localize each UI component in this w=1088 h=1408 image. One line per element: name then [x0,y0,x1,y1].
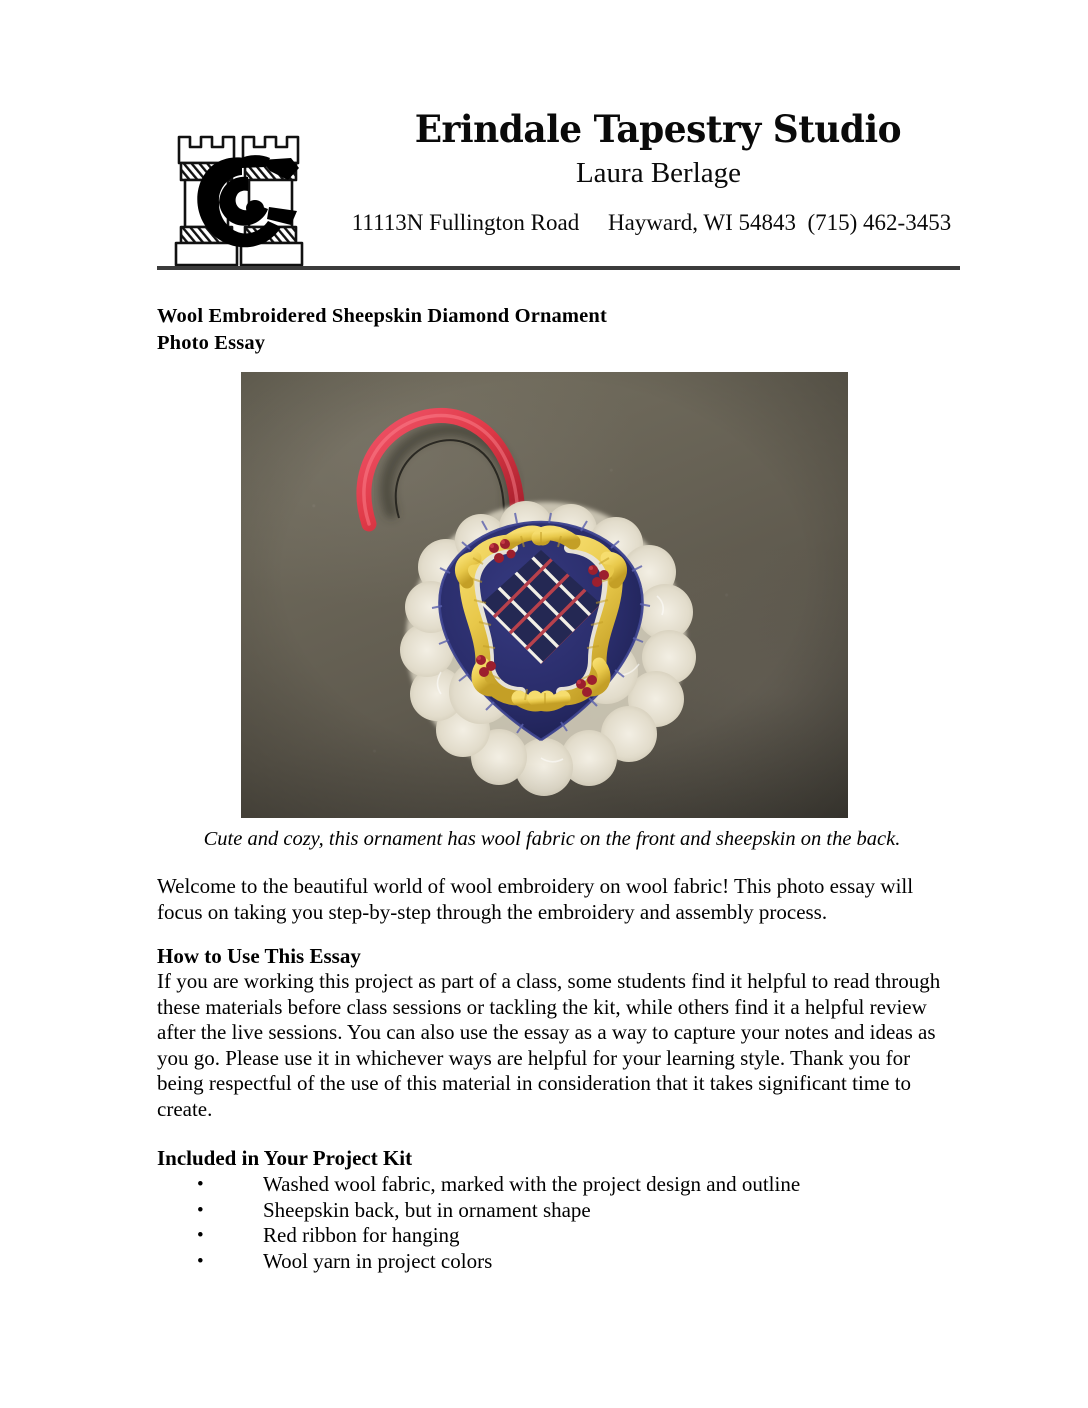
intro-paragraph: Welcome to the beautiful world of wool embroidery on wool fabric! This photo essay will focus on taking you step-by-step through the embroidery and assembly process. [157,874,914,924]
project-kit-list [157,1172,947,1274]
bullet-icon: • [197,1225,204,1246]
photo-background [241,372,848,818]
erindale-castle-towers-monogram-logo-icon [165,115,313,267]
studio-name: Erindale Tapestry Studio [414,107,902,151]
letterhead-text-block [317,107,960,237]
ornament-photograph [241,372,848,818]
list-item [157,1172,947,1198]
list-item-label: Wool yarn in project colors [263,1248,493,1273]
how-to-use-heading: How to Use This Essay [157,944,361,968]
list-item-label: Red ribbon for hanging [263,1223,460,1247]
document-title-line-1: Wool Embroidered Sheepskin Diamond Ornament [157,305,607,327]
list-item-label: Sheepskin back, but in ornament shape [263,1197,591,1222]
ornament-illustration [241,372,848,818]
owner-name: Laura Berlage [575,156,742,189]
list-item [157,1249,947,1275]
document-title-line-2: Photo Essay [157,332,266,355]
list-item [157,1198,947,1224]
bullet-icon: • [197,1199,204,1221]
project-kit-heading: Included in Your Project Kit [157,1146,413,1170]
bullet-icon: • [197,1250,204,1272]
contact-address-line: 11113N Fullington Road Hayward, WI 54843 (715) 462-3453 [351,210,952,236]
header-divider-rule [157,266,960,270]
document-title-block [157,303,947,358]
letterhead [157,107,960,270]
list-item [157,1223,947,1249]
bullet-icon: • [197,1174,204,1195]
photo-caption: Cute and cozy, this ornament has wool fabric on the front and sheepskin on the back. [203,828,901,850]
list-item-label: Washed wool fabric, marked with the project design and outline [263,1172,801,1196]
how-to-use-paragraph: If you are working this project as part of a class, some students find it helpful to read through these materials before class sessions or tackling the kit, while others find it a helpful review after the live sessions. You can also use the essay as a way to capture your notes and ideas as you go. Please use it in whichever ways are helpful for your learning style. Thank you for being respectful of the use of this material in consideration that it takes significant time to create. [157,969,941,1121]
